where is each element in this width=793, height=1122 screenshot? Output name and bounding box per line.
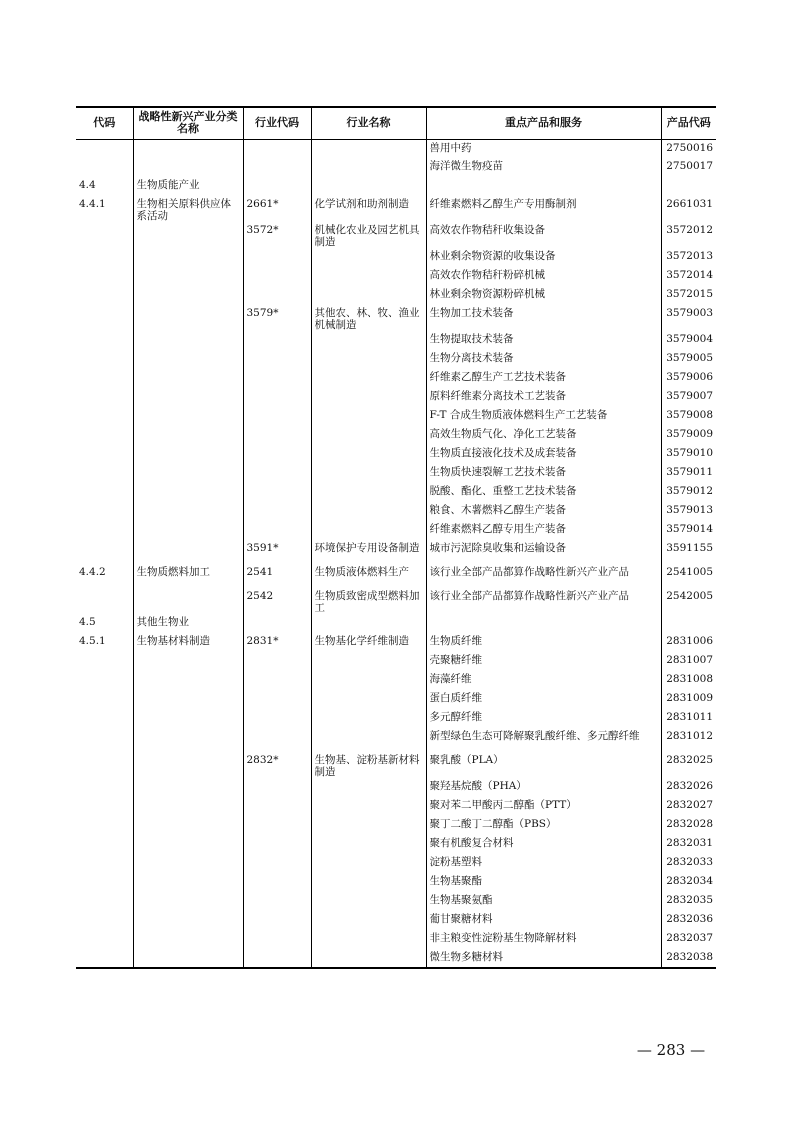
cell-code xyxy=(76,752,133,778)
cell-code xyxy=(76,388,133,407)
cell-industry-name: 生物基化学纤维制造 xyxy=(311,633,426,652)
cell-industry-code xyxy=(243,892,311,911)
cell-product: 粮食、木薯燃料乙醇生产装备 xyxy=(426,502,661,521)
table-row xyxy=(76,778,716,797)
cell-product-code: 2831009 xyxy=(661,690,716,709)
cell-product-code: 2832034 xyxy=(661,873,716,892)
header-product-code: 产品代码 xyxy=(661,107,716,139)
cell-code xyxy=(76,854,133,873)
cell-industry-name xyxy=(311,177,426,196)
cell-code xyxy=(76,483,133,502)
table-header-row xyxy=(76,107,716,139)
cell-code xyxy=(76,158,133,177)
cell-category xyxy=(133,426,243,445)
cell-product-code: 2831008 xyxy=(661,671,716,690)
cell-code xyxy=(76,369,133,388)
cell-industry-name xyxy=(311,709,426,728)
cell-product: 聚丁二酸丁二醇酯（PBS） xyxy=(426,816,661,835)
cell-product: 纤维素燃料乙醇生产专用酶制剂 xyxy=(426,196,661,222)
cell-product-code xyxy=(661,177,716,196)
cell-product-code: 3579006 xyxy=(661,369,716,388)
cell-industry-code: 2832* xyxy=(243,752,311,778)
cell-industry-code xyxy=(243,286,311,305)
table-row xyxy=(76,816,716,835)
cell-category xyxy=(133,139,243,158)
cell-product: 淀粉基塑料 xyxy=(426,854,661,873)
cell-product-code: 2832025 xyxy=(661,752,716,778)
cell-industry-name xyxy=(311,388,426,407)
cell-industry-code xyxy=(243,407,311,426)
cell-product-code: 3579011 xyxy=(661,464,716,483)
cell-product: 生物质直接液化技术及成套装备 xyxy=(426,445,661,464)
cell-industry-code xyxy=(243,690,311,709)
cell-product-code: 2832031 xyxy=(661,835,716,854)
cell-category: 其他生物业 xyxy=(133,614,243,633)
cell-category xyxy=(133,728,243,752)
cell-industry-name xyxy=(311,816,426,835)
cell-product-code: 3579010 xyxy=(661,445,716,464)
cell-industry-name xyxy=(311,158,426,177)
table-row xyxy=(76,930,716,949)
cell-product: 城市污泥除臭收集和运输设备 xyxy=(426,540,661,564)
table-row xyxy=(76,222,716,248)
header-industry-name: 行业名称 xyxy=(311,107,426,139)
cell-industry-code xyxy=(243,158,311,177)
cell-product-code: 3579004 xyxy=(661,331,716,350)
cell-industry-code xyxy=(243,709,311,728)
cell-code xyxy=(76,305,133,331)
cell-product-code: 3579009 xyxy=(661,426,716,445)
cell-category xyxy=(133,502,243,521)
cell-code: 4.4.1 xyxy=(76,196,133,222)
table-row xyxy=(76,873,716,892)
cell-product: 聚对苯二甲酸丙二醇酯（PTT） xyxy=(426,797,661,816)
cell-industry-code: 2831* xyxy=(243,633,311,652)
cell-product-code: 2832037 xyxy=(661,930,716,949)
table-row xyxy=(76,331,716,350)
cell-code xyxy=(76,502,133,521)
table-row xyxy=(76,633,716,652)
table-row xyxy=(76,426,716,445)
cell-code xyxy=(76,892,133,911)
cell-industry-code xyxy=(243,652,311,671)
cell-product-code: 3572014 xyxy=(661,267,716,286)
cell-product-code: 2832033 xyxy=(661,854,716,873)
table-row xyxy=(76,483,716,502)
cell-category xyxy=(133,709,243,728)
cell-industry-code xyxy=(243,797,311,816)
cell-category xyxy=(133,445,243,464)
cell-product-code: 2832026 xyxy=(661,778,716,797)
cell-category xyxy=(133,350,243,369)
cell-industry-name xyxy=(311,854,426,873)
cell-industry-name: 生物质致密成型燃料加工 xyxy=(311,588,426,614)
cell-category xyxy=(133,816,243,835)
cell-product-code: 2831006 xyxy=(661,633,716,652)
cell-industry-code xyxy=(243,521,311,540)
table-row xyxy=(76,752,716,778)
cell-industry-name xyxy=(311,350,426,369)
cell-industry-code xyxy=(243,502,311,521)
table-row xyxy=(76,407,716,426)
cell-category xyxy=(133,267,243,286)
cell-product xyxy=(426,614,661,633)
cell-code xyxy=(76,521,133,540)
cell-industry-name: 生物质液体燃料生产 xyxy=(311,564,426,588)
cell-industry-name xyxy=(311,949,426,968)
cell-category xyxy=(133,483,243,502)
cell-product: 该行业全部产品都算作战略性新兴产业产品 xyxy=(426,564,661,588)
cell-industry-code xyxy=(243,267,311,286)
cell-category xyxy=(133,540,243,564)
cell-product: 生物提取技术装备 xyxy=(426,331,661,350)
cell-code xyxy=(76,652,133,671)
cell-category xyxy=(133,286,243,305)
table-row xyxy=(76,652,716,671)
cell-industry-code xyxy=(243,728,311,752)
cell-category xyxy=(133,690,243,709)
cell-product-code: 2832027 xyxy=(661,797,716,816)
cell-code: 4.4 xyxy=(76,177,133,196)
table-row xyxy=(76,305,716,331)
cell-product: 林业剩余物资源的收集设备 xyxy=(426,248,661,267)
cell-category xyxy=(133,369,243,388)
cell-product: 生物质纤维 xyxy=(426,633,661,652)
cell-industry-name xyxy=(311,286,426,305)
cell-code xyxy=(76,248,133,267)
table-row xyxy=(76,139,716,158)
cell-category xyxy=(133,854,243,873)
table-row xyxy=(76,521,716,540)
cell-code xyxy=(76,816,133,835)
cell-category xyxy=(133,407,243,426)
cell-category xyxy=(133,930,243,949)
cell-product-code: 3579003 xyxy=(661,305,716,331)
table-row xyxy=(76,464,716,483)
table-row xyxy=(76,286,716,305)
table-row xyxy=(76,158,716,177)
page-number: — 283 — xyxy=(636,1041,706,1059)
cell-product-code: 2542005 xyxy=(661,588,716,614)
cell-industry-name xyxy=(311,521,426,540)
cell-industry-name xyxy=(311,873,426,892)
cell-product-code: 2541005 xyxy=(661,564,716,588)
cell-industry-code xyxy=(243,930,311,949)
cell-product-code: 2832035 xyxy=(661,892,716,911)
cell-industry-code xyxy=(243,426,311,445)
cell-code xyxy=(76,949,133,968)
table-row xyxy=(76,196,716,222)
cell-category xyxy=(133,331,243,350)
cell-product: 生物质快速裂解工艺技术装备 xyxy=(426,464,661,483)
cell-product: 聚羟基烷酸（PHA） xyxy=(426,778,661,797)
header-code: 代码 xyxy=(76,107,133,139)
cell-product: 高效农作物秸秆收集设备 xyxy=(426,222,661,248)
cell-industry-code: 3591* xyxy=(243,540,311,564)
cell-category xyxy=(133,797,243,816)
cell-code xyxy=(76,911,133,930)
cell-product-code: 3591155 xyxy=(661,540,716,564)
cell-product-code: 2661031 xyxy=(661,196,716,222)
cell-category xyxy=(133,305,243,331)
cell-category xyxy=(133,778,243,797)
cell-product-code: 2831007 xyxy=(661,652,716,671)
cell-code xyxy=(76,426,133,445)
cell-category xyxy=(133,588,243,614)
cell-industry-name xyxy=(311,797,426,816)
cell-product-code: 2831011 xyxy=(661,709,716,728)
table-row xyxy=(76,177,716,196)
cell-product: 高效农作物秸秆粉碎机械 xyxy=(426,267,661,286)
cell-category: 生物基材料制造 xyxy=(133,633,243,652)
cell-industry-name xyxy=(311,930,426,949)
cell-product: 聚乳酸（PLA） xyxy=(426,752,661,778)
cell-industry-name xyxy=(311,407,426,426)
cell-code: 4.5.1 xyxy=(76,633,133,652)
cell-product: 海洋微生物疫苗 xyxy=(426,158,661,177)
table-row xyxy=(76,671,716,690)
table-row xyxy=(76,502,716,521)
cell-product-code: 3579005 xyxy=(661,350,716,369)
cell-product: 微生物多糖材料 xyxy=(426,949,661,968)
cell-code xyxy=(76,728,133,752)
table-row xyxy=(76,369,716,388)
cell-industry-name: 环境保护专用设备制造 xyxy=(311,540,426,564)
cell-product: 高效生物质气化、净化工艺装备 xyxy=(426,426,661,445)
cell-product-code: 3572015 xyxy=(661,286,716,305)
cell-product: 聚有机酸复合材料 xyxy=(426,835,661,854)
cell-product-code xyxy=(661,614,716,633)
cell-code: 4.4.2 xyxy=(76,564,133,588)
cell-category xyxy=(133,248,243,267)
cell-product-code: 3579014 xyxy=(661,521,716,540)
cell-industry-name xyxy=(311,892,426,911)
cell-product: 生物基聚氨酯 xyxy=(426,892,661,911)
cell-code xyxy=(76,350,133,369)
cell-industry-name xyxy=(311,426,426,445)
cell-product: 海藻纤维 xyxy=(426,671,661,690)
cell-industry-code xyxy=(243,854,311,873)
cell-industry-name xyxy=(311,835,426,854)
table-row xyxy=(76,835,716,854)
table-row xyxy=(76,728,716,752)
cell-product: 林业剩余物资源粉碎机械 xyxy=(426,286,661,305)
cell-industry-name xyxy=(311,911,426,930)
cell-code xyxy=(76,930,133,949)
cell-industry-name xyxy=(311,369,426,388)
cell-industry-code xyxy=(243,911,311,930)
cell-product: 兽用中药 xyxy=(426,139,661,158)
cell-industry-name xyxy=(311,139,426,158)
cell-category xyxy=(133,521,243,540)
cell-code xyxy=(76,588,133,614)
cell-industry-code xyxy=(243,369,311,388)
cell-industry-code xyxy=(243,614,311,633)
table-row xyxy=(76,709,716,728)
cell-category: 生物质能产业 xyxy=(133,177,243,196)
cell-industry-code xyxy=(243,350,311,369)
cell-product-code: 3579008 xyxy=(661,407,716,426)
cell-industry-code xyxy=(243,388,311,407)
table-row xyxy=(76,540,716,564)
cell-product-code: 2832038 xyxy=(661,949,716,968)
header-industry-code: 行业代码 xyxy=(243,107,311,139)
cell-industry-name: 机械化农业及园艺机具制造 xyxy=(311,222,426,248)
cell-code xyxy=(76,873,133,892)
table-row xyxy=(76,588,716,614)
cell-industry-code: 3579* xyxy=(243,305,311,331)
table-row xyxy=(76,949,716,968)
table-body xyxy=(76,139,716,968)
cell-industry-code xyxy=(243,464,311,483)
cell-category xyxy=(133,464,243,483)
cell-industry-code xyxy=(243,835,311,854)
table-row xyxy=(76,690,716,709)
cell-product: 蛋白质纤维 xyxy=(426,690,661,709)
cell-industry-name xyxy=(311,248,426,267)
cell-product: 壳聚糖纤维 xyxy=(426,652,661,671)
cell-code xyxy=(76,464,133,483)
table-row xyxy=(76,350,716,369)
cell-category xyxy=(133,892,243,911)
cell-product: 生物基聚酯 xyxy=(426,873,661,892)
cell-industry-name xyxy=(311,690,426,709)
cell-industry-code xyxy=(243,483,311,502)
table-row xyxy=(76,445,716,464)
cell-industry-name: 化学试剂和助剂制造 xyxy=(311,196,426,222)
cell-category xyxy=(133,949,243,968)
table-row xyxy=(76,248,716,267)
cell-product: 葡甘聚糖材料 xyxy=(426,911,661,930)
cell-industry-code: 2541 xyxy=(243,564,311,588)
cell-industry-code xyxy=(243,816,311,835)
cell-category xyxy=(133,388,243,407)
cell-category: 生物相关原料供应体系活动 xyxy=(133,196,243,222)
cell-industry-code xyxy=(243,873,311,892)
cell-code xyxy=(76,222,133,248)
cell-product: F-T 合成生物质液体燃料生产工艺装备 xyxy=(426,407,661,426)
cell-industry-name xyxy=(311,483,426,502)
cell-product-code: 2832028 xyxy=(661,816,716,835)
cell-code xyxy=(76,331,133,350)
cell-industry-code xyxy=(243,778,311,797)
cell-industry-name xyxy=(311,778,426,797)
cell-code xyxy=(76,445,133,464)
cell-product: 该行业全部产品都算作战略性新兴产业产品 xyxy=(426,588,661,614)
header-products: 重点产品和服务 xyxy=(426,107,661,139)
cell-industry-name xyxy=(311,614,426,633)
cell-category xyxy=(133,911,243,930)
cell-category xyxy=(133,752,243,778)
cell-industry-name xyxy=(311,502,426,521)
cell-industry-name xyxy=(311,331,426,350)
cell-category xyxy=(133,873,243,892)
cell-product-code: 2750017 xyxy=(661,158,716,177)
cell-code xyxy=(76,139,133,158)
cell-product: 原料纤维素分离技术工艺装备 xyxy=(426,388,661,407)
cell-product-code: 2832036 xyxy=(661,911,716,930)
cell-industry-code xyxy=(243,248,311,267)
cell-industry-code xyxy=(243,445,311,464)
cell-code xyxy=(76,709,133,728)
table-row xyxy=(76,797,716,816)
cell-industry-code xyxy=(243,949,311,968)
cell-industry-code: 3572* xyxy=(243,222,311,248)
cell-product-code: 3579013 xyxy=(661,502,716,521)
cell-industry-name xyxy=(311,267,426,286)
table-row xyxy=(76,564,716,588)
cell-code xyxy=(76,286,133,305)
cell-category xyxy=(133,671,243,690)
cell-product: 纤维素乙醇生产工艺技术装备 xyxy=(426,369,661,388)
table-row xyxy=(76,267,716,286)
cell-product: 生物分离技术装备 xyxy=(426,350,661,369)
cell-code xyxy=(76,835,133,854)
cell-code xyxy=(76,778,133,797)
cell-code xyxy=(76,690,133,709)
cell-product: 生物加工技术装备 xyxy=(426,305,661,331)
table-row xyxy=(76,892,716,911)
cell-industry-code: 2661* xyxy=(243,196,311,222)
cell-product-code: 2750016 xyxy=(661,139,716,158)
header-category: 战略性新兴产业分类名称 xyxy=(133,107,243,139)
cell-product-code: 3572012 xyxy=(661,222,716,248)
cell-industry-name: 其他农、林、牧、渔业机械制造 xyxy=(311,305,426,331)
cell-category xyxy=(133,652,243,671)
table-row xyxy=(76,388,716,407)
cell-industry-code: 2542 xyxy=(243,588,311,614)
cell-industry-code xyxy=(243,331,311,350)
cell-code xyxy=(76,267,133,286)
cell-code xyxy=(76,407,133,426)
cell-industry-code xyxy=(243,139,311,158)
cell-category xyxy=(133,835,243,854)
cell-product: 多元醇纤维 xyxy=(426,709,661,728)
cell-code xyxy=(76,540,133,564)
cell-product: 非主粮变性淀粉基生物降解材料 xyxy=(426,930,661,949)
cell-industry-code xyxy=(243,177,311,196)
table-row xyxy=(76,614,716,633)
cell-category: 生物质燃料加工 xyxy=(133,564,243,588)
cell-industry-name xyxy=(311,445,426,464)
cell-product-code: 2831012 xyxy=(661,728,716,752)
cell-product: 脱酸、酯化、重整工艺技术装备 xyxy=(426,483,661,502)
cell-code: 4.5 xyxy=(76,614,133,633)
cell-code xyxy=(76,797,133,816)
table-row xyxy=(76,854,716,873)
cell-industry-code xyxy=(243,671,311,690)
cell-product: 新型绿色生态可降解聚乳酸纤维、多元醇纤维 xyxy=(426,728,661,752)
cell-product-code: 3579007 xyxy=(661,388,716,407)
cell-category xyxy=(133,222,243,248)
table-row xyxy=(76,911,716,930)
cell-product: 纤维素燃料乙醇专用生产装备 xyxy=(426,521,661,540)
cell-industry-name xyxy=(311,728,426,752)
cell-product-code: 3572013 xyxy=(661,248,716,267)
cell-industry-name xyxy=(311,652,426,671)
cell-industry-name: 生物基、淀粉基新材料制造 xyxy=(311,752,426,778)
cell-product xyxy=(426,177,661,196)
classification-table xyxy=(76,106,716,969)
cell-code xyxy=(76,671,133,690)
cell-industry-name xyxy=(311,464,426,483)
cell-industry-name xyxy=(311,671,426,690)
cell-category xyxy=(133,158,243,177)
cell-product-code: 3579012 xyxy=(661,483,716,502)
